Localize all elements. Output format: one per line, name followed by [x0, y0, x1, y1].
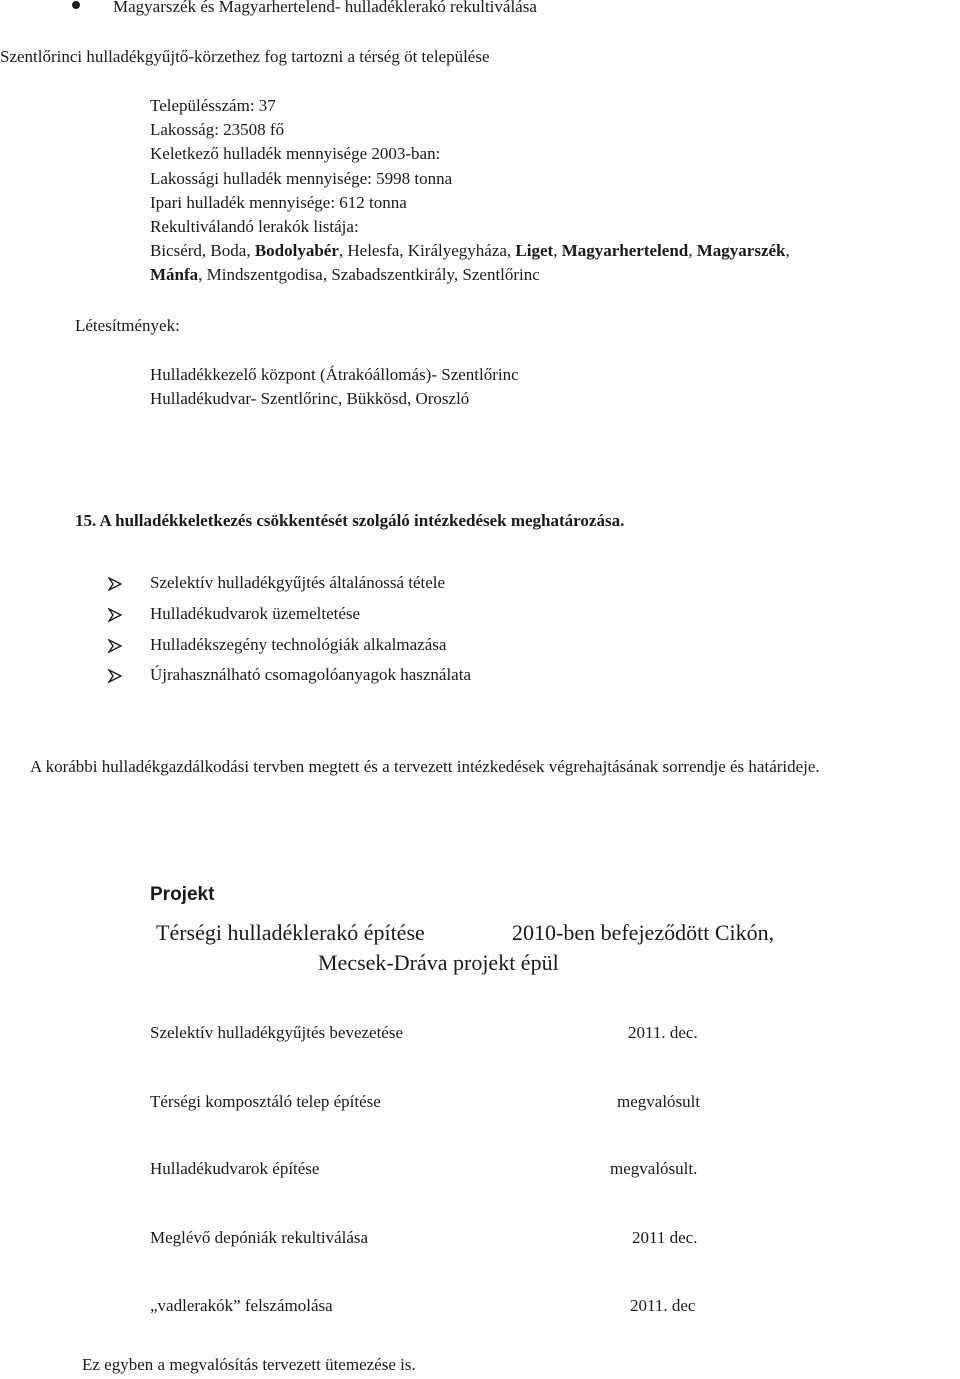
projekt-row-name: Szelektív hulladékgyűjtés bevezetése [150, 1023, 404, 1042]
lerakok-seg: Magyarszék [696, 241, 786, 261]
arrowhead-icon [108, 664, 136, 686]
letesitmeny-item: Hulladékkezelő központ (Átrakóállomás)- Szentlőrinc [150, 365, 519, 384]
arrow-list-text: Szelektív hulladékgyűjtés általánossá tétele [150, 573, 446, 592]
lerakok-seg: , [785, 241, 790, 261]
lerakok-seg: Liget [515, 241, 554, 261]
lerakok-seg: , Helesfa, Királyegyháza, [338, 241, 516, 261]
arrow-list-item [108, 664, 471, 686]
arrow-list-item [108, 603, 361, 625]
lerakok-seg: Bodolyabér [254, 241, 339, 261]
info-keletkezo: Keletkező hulladék mennyisége 2003-ban: [150, 144, 441, 164]
projekt-row-status: megvalósult [617, 1092, 701, 1111]
lerakok-seg: , Mindszentgodisa, Szabadszentkirály, Szentlőrinc [198, 265, 540, 285]
arrow-list-text: Hulladékudvarok üzemeltetése [150, 604, 361, 623]
projekt-big-left: Térségi hulladéklerakó építése [156, 920, 425, 945]
letesitmenyek-label: Létesítmények: [75, 316, 180, 335]
info-lakossagi: Lakossági hulladék mennyisége: 5998 tonna [150, 168, 453, 188]
letesitmeny-item: Hulladékudvar- Szentlőrinc, Bükkösd, Oroszló [150, 389, 470, 408]
info-telepulesszam: Településszám: 37 [150, 96, 276, 115]
arrow-list-text: Hulladékszegény technológiák alkalmazása [150, 635, 447, 654]
bullet-dot-icon [72, 1, 80, 9]
arrowhead-icon [108, 572, 136, 594]
arrowhead-icon [108, 634, 136, 656]
info-block [150, 94, 950, 288]
top-bullet-text: Magyarszék és Magyarhertelend- hulladéklerakó rekultiválása [113, 0, 537, 16]
lerakok-seg: Mánfa [150, 265, 199, 285]
info-ipari: Ipari hulladék mennyisége: 612 tonna [150, 192, 407, 212]
lerakok-seg: , [553, 241, 562, 261]
section-15-heading: 15. A hulladékkeletkezés csökkentését szolgáló intézkedések meghatározása. [75, 511, 625, 530]
lerakok-line-2 [150, 263, 950, 287]
projekt-big-line2: Mecsek-Dráva projekt épül [318, 950, 559, 975]
arrowhead-icon [108, 603, 136, 625]
projekt-big-right: 2010-ben befejeződött Cikón, [512, 920, 775, 945]
schedule-paragraph: A korábbi hulladékgazdálkodási tervben megtett és a tervezett intézkedések végrehajtásának sorrendje és határideje. [30, 757, 820, 776]
projekt-row-name: Térségi komposztáló telep építése [150, 1092, 381, 1111]
arrow-list-text: Újrahasználható csomagolóanyagok használata [150, 665, 471, 684]
arrow-list-item [108, 634, 447, 656]
projekt-row-name: „vadlerakók” felszámolása [150, 1296, 333, 1315]
projekt-row-status: 2011. dec [630, 1296, 696, 1315]
lerakok-seg: , [688, 241, 697, 261]
info-lakossag: Lakosság: 23508 fő [150, 120, 285, 140]
lerakok-line-1 [150, 239, 950, 263]
projekt-row-status: 2011. dec. [628, 1023, 698, 1042]
lerakok-seg: Magyarhertelend [561, 241, 689, 261]
projekt-row-status: megvalósult. [610, 1159, 698, 1178]
arrow-list-item [108, 572, 446, 594]
lerakok-seg: Bicsérd, Boda, [150, 241, 255, 261]
projekt-row-status: 2011 dec. [632, 1228, 698, 1247]
info-rekultivalando: Rekultiválandó lerakók listája: [150, 217, 359, 237]
closing-line: Ez egyben a megvalósítás tervezett ütemezése is. [82, 1355, 416, 1374]
projekt-row-name: Meglévő depóniák rekultiválása [150, 1228, 369, 1247]
projekt-heading: Projekt [150, 884, 215, 905]
region-heading: Szentlőrinci hulladékgyűjtő-körzethez fog tartozni a térség öt települése [0, 47, 490, 66]
projekt-row-name: Hulladékudvarok építése [150, 1159, 320, 1178]
